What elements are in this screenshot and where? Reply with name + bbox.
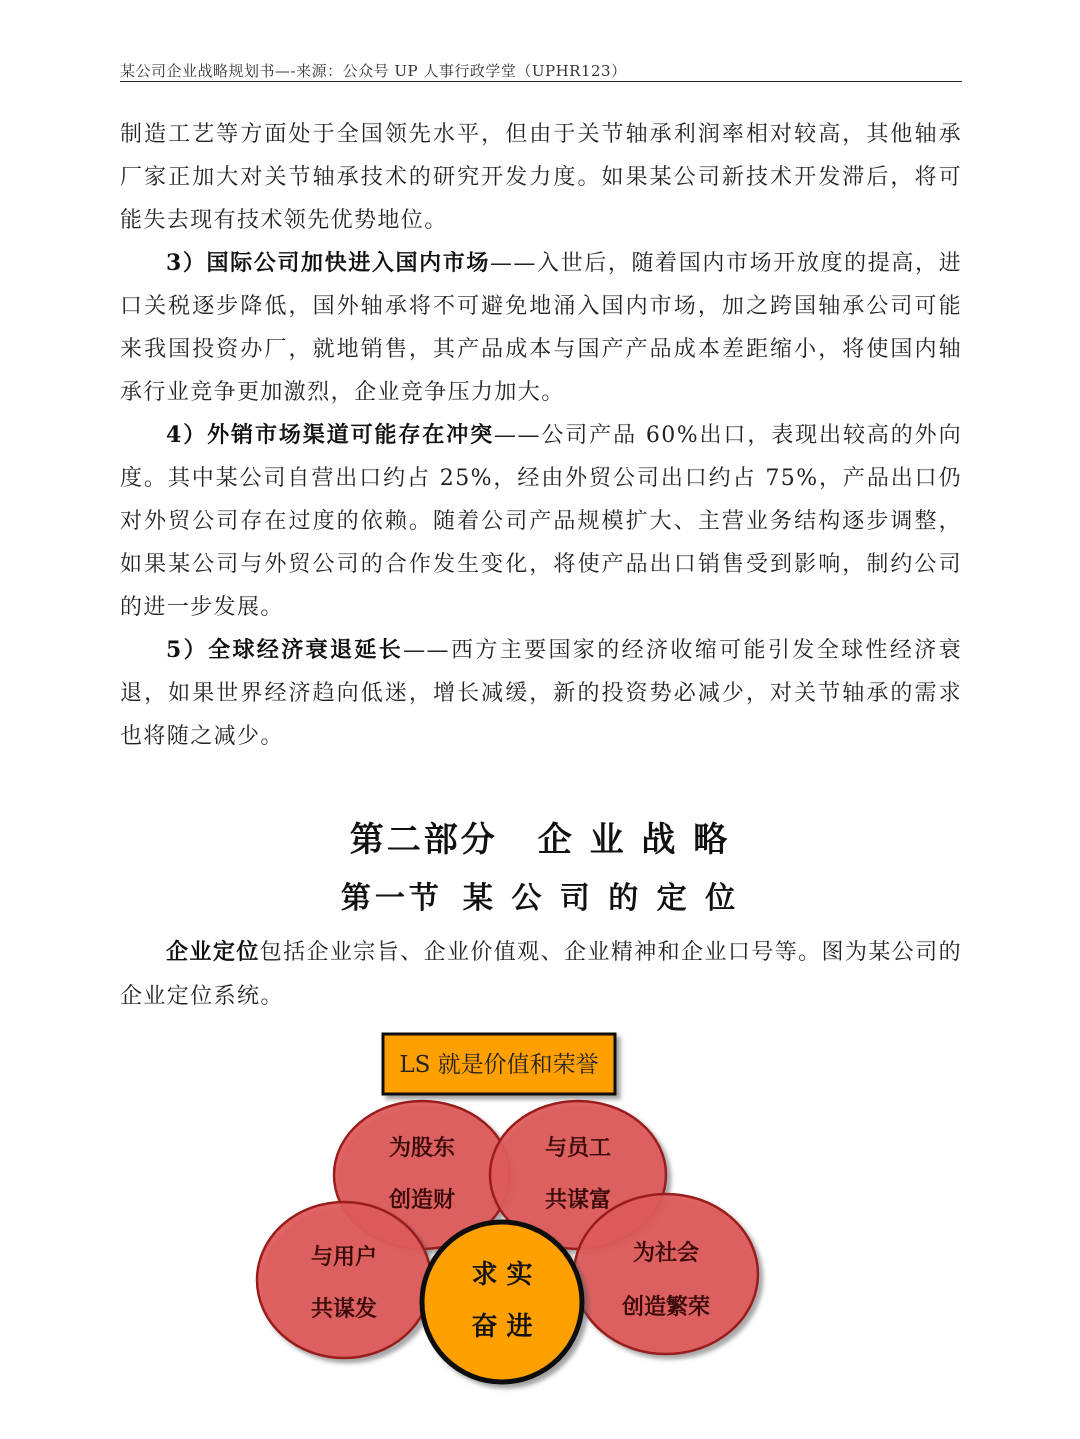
slogan-text: LS 就是价值和荣誉 bbox=[399, 1052, 599, 1078]
circle-shareholders-line2: 创造财 bbox=[388, 1188, 456, 1213]
part-title-number: 第二部分 bbox=[349, 820, 498, 860]
circle-users bbox=[257, 1202, 431, 1358]
circle-employees-line1: 与员工 bbox=[544, 1136, 612, 1161]
paragraph-body: ——公司产品 60%出口，表现出较高的外向度。其中某公司自营出口约占 25%，经由外贸公司出口约占 75%，产品出口仍对外贸公司存在过度的依赖。随着公司产品规模扩大、主营业务结构逐步调整，如果某公司与外贸公司的合作发生变化，将使产品出口销售受到影响，制约公司的进一步发展。 bbox=[120, 423, 962, 620]
page-header: 某公司企业战略规划书—-来源：公众号 UP 人事行政学堂（UPHR123） bbox=[120, 62, 627, 80]
intro-text bbox=[120, 930, 962, 1019]
section-title-number: 第一节 bbox=[340, 881, 443, 916]
center-line1: 求 实 bbox=[471, 1260, 533, 1290]
body-text bbox=[120, 113, 962, 758]
circle-users-line2: 共谋发 bbox=[310, 1297, 378, 1322]
part-title-name: 企 业 战 略 bbox=[537, 820, 731, 860]
positioning-diagram bbox=[250, 1022, 770, 1432]
section-title-name: 某 公 司 的 定 位 bbox=[462, 881, 740, 916]
circle-society bbox=[574, 1194, 758, 1354]
paragraph-global-recession bbox=[120, 629, 962, 758]
paragraph-heading: 5）全球经济衰退延长 bbox=[166, 637, 404, 663]
circle-society-line1: 为社会 bbox=[632, 1241, 700, 1266]
paragraph-international-competition bbox=[120, 242, 962, 414]
paragraph-body: ——入世后，随着国内市场开放度的提高，进口关税逐步降低，国外轴承将不可避免地涌入国内市场，加之跨国轴承公司可能来我国投资办厂，就地销售，其产品成本与国产产品成本差距缩小，将使国内轴承行业竞争更加激烈，企业竞争压力加大。 bbox=[120, 251, 962, 405]
circle-users-line1: 与用户 bbox=[310, 1245, 378, 1270]
paragraph-body: ——西方主要国家的经济收缩可能引发全球性经济衰退，如果世界经济趋向低迷，增长减缓，新的投资势必减少，对关节轴承的需求也将随之减少。 bbox=[120, 638, 963, 749]
header-divider bbox=[120, 81, 962, 82]
circle-center bbox=[422, 1222, 582, 1382]
center-line2: 奋 进 bbox=[471, 1312, 533, 1342]
intro-paragraph bbox=[120, 930, 962, 1019]
intro-term: 企业定位 bbox=[166, 939, 260, 965]
circle-shareholders-line1: 为股东 bbox=[388, 1136, 456, 1161]
intro-body: 包括企业宗旨、企业价值观、企业精神和企业口号等。图为某公司的企业定位系统。 bbox=[120, 940, 962, 1009]
part-title bbox=[0, 812, 1080, 861]
section-title bbox=[0, 873, 1080, 917]
paragraph-heading: 4）外销市场渠道可能存在冲突 bbox=[166, 422, 495, 448]
circle-society-line2: 创造繁荣 bbox=[621, 1295, 711, 1320]
paragraph-export-channel bbox=[120, 414, 962, 629]
paragraph-heading: 3）国际公司加快进入国内市场 bbox=[166, 250, 490, 276]
paragraph-technology: 制造工艺等方面处于全国领先水平，但由于关节轴承利润率相对较高，其他轴承厂家正加大对关节轴承技术的研究开发力度。如果某公司新技术开发滞后，将可能失去现有技术领先优势地位。 bbox=[120, 122, 962, 233]
circle-employees-line2: 共谋富 bbox=[544, 1188, 612, 1213]
